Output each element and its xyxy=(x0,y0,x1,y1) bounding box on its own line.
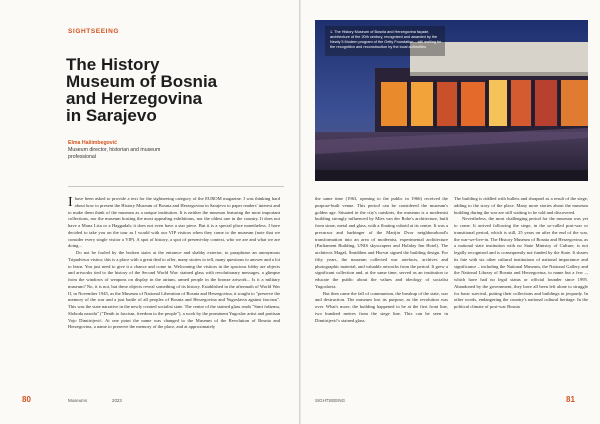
title-line: The History xyxy=(66,55,160,74)
title-line: Museum of Bosnia xyxy=(66,72,218,91)
body-column-right-1 xyxy=(315,196,448,324)
author-role: Museum director, historian and museum xyxy=(68,147,161,153)
photo-caption: 1. The History Museum of Bosnia and Herzegovina façade, architecture of the 20th century, recognised and awarded by the Newly 5 Modern program of the Getty Foundation – still waiting for the recognition and reconstruction by the local authorities xyxy=(330,30,442,49)
author-name: Elma Hašimbegović xyxy=(68,140,118,146)
title-line: and Herzegovina xyxy=(66,89,203,108)
drop-cap: I xyxy=(68,195,73,210)
footer-issue: 2023 xyxy=(112,398,122,403)
section-tag: SIGHTSEEING xyxy=(68,28,120,35)
title-line: in Sarajevo xyxy=(66,106,157,125)
footer-section: SIGHTSEEING xyxy=(315,398,346,403)
body-column-left xyxy=(68,196,280,331)
paragraph: the same time (1963, opening to the public in 1966) received the purpose-built venue. This period can be considered the museum's golden age. Situated in the city's outskirts, the museum is a modernist building strongly influenced by Mies van der Rohe's architecture, built from stone, metal and glass, with a floating cuboid at its centre. It was a precursor and harbinger of the Marijin Dvor neighbourhood's transformation into an area of modernist, experimental architecture (Parliament Building, UNIS skyscrapers and Holiday Inn Hotel). The architects Magaš, Šmidihen and Horvat signed the building design. For fifty years, the museum collected war artefacts, archives and photographic material, and valuable artworks from the period. It grew a significant collection and, at the same time, served as an institution to educate the public about the values and ideology of socialist Yugoslavia. xyxy=(315,196,448,289)
paragraph: have been asked to provide a text for the sightseeing category of the EUROM magazine. I was thinking hard about how to present the History Museum of Bosnia and Herzegovina in Sarajevo to paper readers' interest and to make them think of the museum as a unique institution. It is neither the museum featuring the most important collections, nor the museum hosting the most appealing exhibitions, nor the oldest one in the country. It does not have a Mona Lisa or a Haggadah; it does not even have a star piece. But it is a special place nonetheless. I have decided to take you on the tour as I would with our VIP visitors when they come to the museum (note that we consider every single visitor a VIP). A spot of history, a spot of present-day context, who we are and what we are doing... xyxy=(68,196,280,249)
paragraph: Do not be fooled by the broken stairs at the entrance and shabby exterior, to paraphrase an anonymous Tripadvisor visitor, this is a place with a great deal to offer, many stories to tell, many questions to answer and a lot to learn. You just need to give it a chance and come in. Welcoming the visitors in the spacious lobby are objects and artworks tied to the history of the Second World War: stained glass with revolutionary messages, a glimpse from the windows of weapons on display in the atrium, armed people in the bronze artwork... Is it a military museum? No, it is not, but these objects reveal something of its history. Established in the aftermath of World War II, in November 1945, as the Museum of National Liberation of Bosnia and Herzegovina, it sought to "preserve the memory of the war and a just battle of all peoples of Bosnia and Herzegovina and Yugoslavia against fascism". This was the state narrative in the newly created socialist state. The centre of the stained glass reads "Smrt fašizmu, Sloboda narodu" ("Death to fascism, freedom to the people"), a work by the prominent Yugoslav artist and partisan Vojo Dimitrijević. At one point the name was changed to the Museum of the Revolution of Bosnia and Herzegovina, a name to preserve the memory of the place, and at approximately xyxy=(68,250,280,330)
left-page xyxy=(0,0,299,424)
paragraph: The building is riddled with bullets and shrapnel as a result of the siege, adding to the story of the place. Many more stories about the museum building during the war are still waiting to be told and discovered. xyxy=(454,196,588,215)
divider xyxy=(68,186,284,187)
author-block xyxy=(68,140,188,161)
paragraph: But then came the fall of communism, the breakup of the state, war and destruction. The museum lost its purpose, as the revolution was over. What's more, the building happened to be at the first front line, two hundred metres from the siege line. This can be seen in Dimitrijević's stained glass xyxy=(315,290,448,323)
page-number: 81 xyxy=(566,395,575,404)
article-title xyxy=(66,56,266,124)
paragraph: Nevertheless, the most challenging period for the museum was yet to come. It arrived following the siege, in the so-called post-war or transitional period, which is still, 25 years on after the end of the war, the war-we-live-in. The History Museum of Bosnia and Herzegovina, as a national state institution with no State Ministry of Culture, is not legally recognised and is consequently not funded by the State. It shares its fate with six other cultural institutions of national importance and significance – including the National Museum, the National Gallery and the National Library of Bosnia and Herzegovina, to name but a few –, which have had no legal status or official founder since 1995. Abandoned by the government, they have all been left alone to struggle for basic survival, putting their collections and buildings in jeopardy. In other words, endangering the country's national cultural heritage. In the political climate of post-war Bosnia xyxy=(454,216,588,309)
page-number: 80 xyxy=(22,395,31,404)
footer-magazine: Museums xyxy=(68,398,88,403)
body-column-right-2 xyxy=(454,196,588,311)
author-role: professional xyxy=(68,154,96,160)
